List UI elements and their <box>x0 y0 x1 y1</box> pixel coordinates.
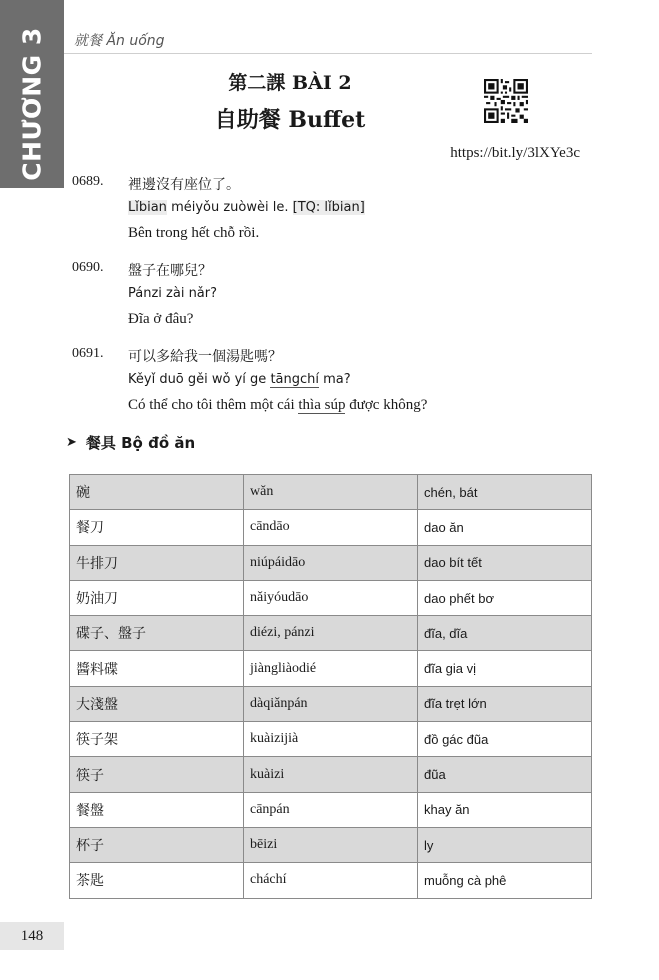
phrase-number: 0690. <box>72 260 104 275</box>
table-row <box>70 651 592 686</box>
vocab-chinese: 餐盤 <box>70 792 244 827</box>
vocab-vietnamese: dao ăn <box>418 510 592 545</box>
vietnamese-text: Có thể cho tôi thêm một cái <box>128 397 299 413</box>
vocab-pinyin: kuàizi <box>244 757 418 792</box>
table-row <box>70 545 592 580</box>
vocab-heading-label: 餐具 Bộ đồ ăn <box>85 434 196 452</box>
vocab-chinese: 筷子架 <box>70 722 244 757</box>
phrase-chinese: 可以多給我一個湯匙嗎？ <box>128 349 282 365</box>
phrase-vietnamese: Đĩa ở đâu? <box>128 311 194 327</box>
vocab-chinese: 碗 <box>70 475 244 510</box>
phrase-vietnamese <box>128 397 427 414</box>
vietnamese-text: được không? <box>345 397 428 413</box>
pinyin-note: [TQ: lǐbian] <box>292 200 365 215</box>
vocab-chinese: 大淺盤 <box>70 686 244 721</box>
pinyin-text: ma? <box>319 372 351 387</box>
vocab-chinese: 茶匙 <box>70 863 244 898</box>
phrase-pinyin <box>128 372 351 387</box>
vietnamese-keyword: thìa súp <box>298 397 346 413</box>
phrase-vietnamese: Bên trong hết chỗ rồi. <box>128 225 260 241</box>
section-header: 就餐 Ăn uống <box>74 33 165 49</box>
table-row <box>70 686 592 721</box>
vocab-vietnamese: ly <box>418 827 592 862</box>
table-row <box>70 863 592 898</box>
vocab-vietnamese: đĩa trẹt lớn <box>418 686 592 721</box>
vocab-pinyin: cháchí <box>244 863 418 898</box>
phrase-chinese: 裡邊沒有座位了。 <box>128 177 240 193</box>
lesson-title: 第二課 BÀI 2 <box>228 72 352 94</box>
arrow-bullet-icon: ➤ <box>66 435 77 450</box>
table-row <box>70 792 592 827</box>
vocab-chinese: 杯子 <box>70 827 244 862</box>
vocab-chinese: 奶油刀 <box>70 580 244 615</box>
table-row <box>70 616 592 651</box>
vocab-chinese: 牛排刀 <box>70 545 244 580</box>
vocab-vietnamese: đũa <box>418 757 592 792</box>
vocab-pinyin: nǎiyóudāo <box>244 580 418 615</box>
vocab-heading <box>66 432 195 453</box>
vocab-vietnamese: chén, bát <box>418 475 592 510</box>
vocab-pinyin: niúpáidāo <box>244 545 418 580</box>
page-number: 148 <box>0 922 64 950</box>
table-row <box>70 475 592 510</box>
phrase-pinyin: Pánzi zài nǎr? <box>128 286 218 301</box>
phrase-number: 0691. <box>72 346 104 361</box>
vocab-vietnamese: đồ gác đũa <box>418 722 592 757</box>
pinyin-highlight: Lǐbian <box>128 200 167 215</box>
table-row <box>70 510 592 545</box>
vocab-table <box>69 474 592 899</box>
vocab-pinyin: cāndāo <box>244 510 418 545</box>
vocab-vietnamese: khay ăn <box>418 792 592 827</box>
vocab-vietnamese: đĩa, dĩa <box>418 616 592 651</box>
vocab-vietnamese: dao phết bơ <box>418 580 592 615</box>
vocab-chinese: 碟子、盤子 <box>70 616 244 651</box>
pinyin-text: Kěyǐ duō gěi wǒ yí ge <box>128 372 271 387</box>
vocab-vietnamese: đĩa gia vị <box>418 651 592 686</box>
phrase-number: 0689. <box>72 174 104 189</box>
chapter-label: CHƯƠNG 3 <box>17 27 47 181</box>
table-row <box>70 827 592 862</box>
vocab-pinyin: cānpán <box>244 792 418 827</box>
lesson-subtitle: 自助餐 Buffet <box>214 107 366 133</box>
vocab-vietnamese: muỗng cà phê <box>418 863 592 898</box>
vocab-chinese: 醬料碟 <box>70 651 244 686</box>
lesson-link[interactable]: https://bit.ly/3lXYe3c <box>450 145 580 161</box>
table-row <box>70 580 592 615</box>
header-divider <box>64 53 592 54</box>
vocab-chinese: 餐刀 <box>70 510 244 545</box>
vocab-vietnamese: dao bít tết <box>418 545 592 580</box>
vocab-pinyin: diézi, pánzi <box>244 616 418 651</box>
vocab-pinyin: bēizi <box>244 827 418 862</box>
vocab-pinyin: jiàngliàodié <box>244 651 418 686</box>
pinyin-text: méiyǒu zuòwèi le. <box>166 200 293 215</box>
vocab-chinese: 筷子 <box>70 757 244 792</box>
pinyin-keyword: tāngchí <box>270 372 319 387</box>
phrase-chinese: 盤子在哪兒？ <box>128 263 212 279</box>
chapter-tab <box>0 0 64 188</box>
qr-code-icon[interactable] <box>484 79 528 123</box>
table-row <box>70 757 592 792</box>
table-row <box>70 722 592 757</box>
phrase-pinyin <box>128 200 365 215</box>
vocab-pinyin: dàqiǎnpán <box>244 686 418 721</box>
vocab-pinyin: kuàizijià <box>244 722 418 757</box>
vocab-pinyin: wǎn <box>244 475 418 510</box>
